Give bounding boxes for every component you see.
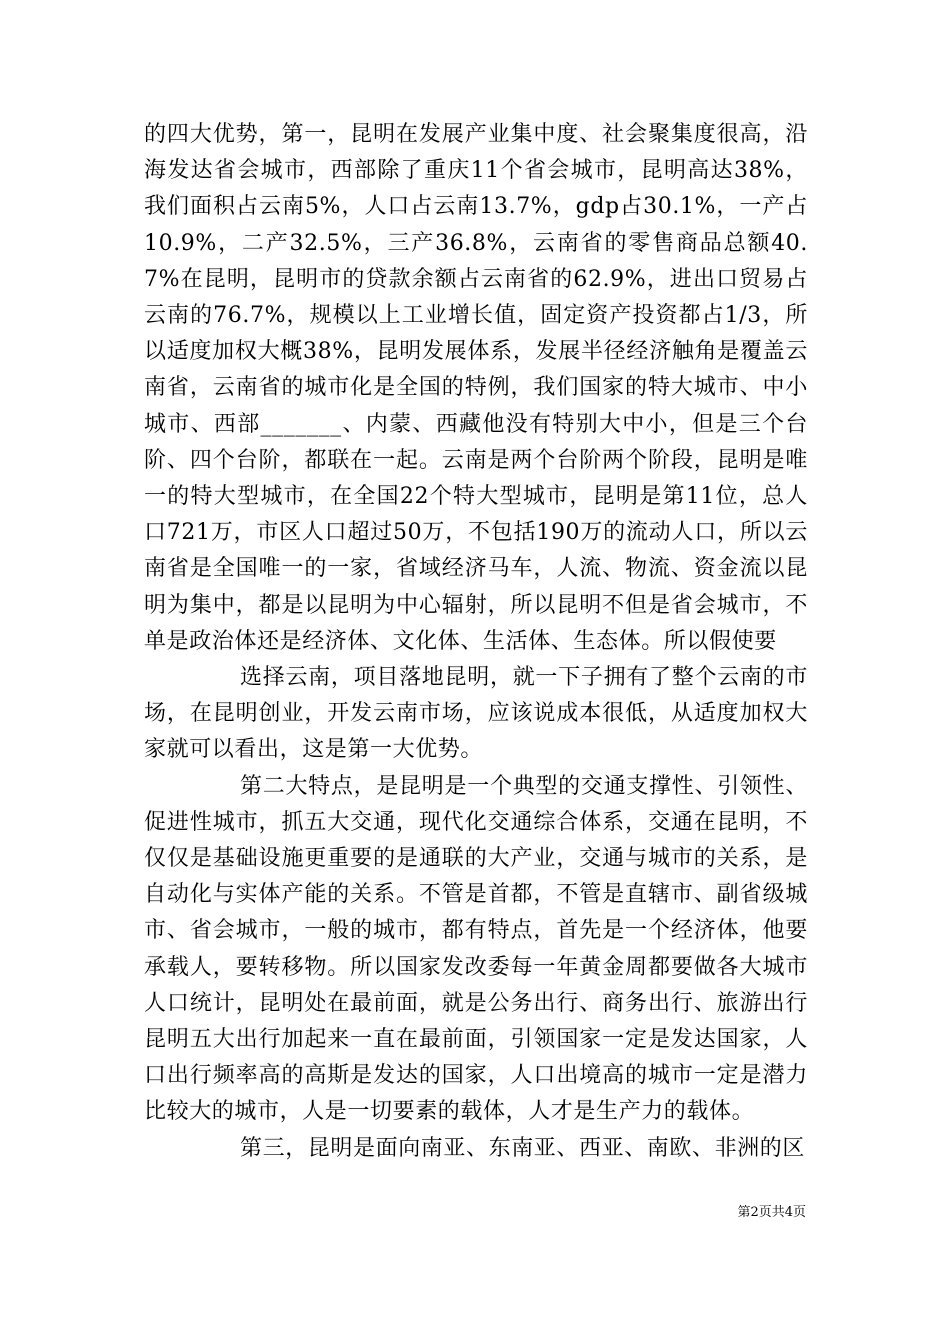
paragraph-2: 选择云南，项目落地昆明，就一下子拥有了整个云南的市场，在昆明创业，开发云南市场，应该说成本很低，从适度加权大家就可以看出，这是第一大优势。 bbox=[144, 665, 808, 763]
document-body bbox=[144, 117, 808, 1167]
page-number: 第2页共4页 bbox=[737, 1205, 806, 1220]
paragraph-1: 的四大优势，第一，昆明在发展产业集中度、社会聚集度很高，沿海发达省会城市，西部除了重庆11个省会城市，昆明高达38%，我们面积占云南5%，人口占云南13.7%，gdp占30.1%，一产占10.9%，二产32.5%，三产36.8%，云南省的零售商品总额40.7%在昆明，昆明市的贷款余额占云南省的62.9%，进出口贸易占云南的76.7%，规模以上工业增长值，固定资产投资都占1/3，所以适度加权大概38%，昆明发展体系，发展半径经济触角是覆盖云南省，云南省的城市化是全国的特例，我们国家的特大城市、中小城市、西部_______、内蒙、西藏他没有特别大中小，但是三个台阶、四个台阶，都联在一起。云南是两个台阶两个阶段，昆明是唯一的特大型城市，在全国22个特大型城市，昆明是第11位，总人口721万，市区人口超过50万，不包括190万的流动人口，所以云南省是全国唯一的一家，省域经济马车，人流、物流、资金流以昆明为集中，都是以昆明为中心辐射，所以昆明不但是省会城市，不单是政治体还是经济体、文化体、生活体、生态体。所以假使要 bbox=[144, 122, 808, 654]
paragraph-3: 第二大特点，是昆明是一个典型的交通支撑性、引领性、促进性城市，抓五大交通，现代化交通综合体系，交通在昆明，不仅仅是基础设施更重要的是通联的大产业，交通与城市的关系，是自动化与实体产能的关系。不管是首都，不管是直辖市、副省级城市、省会城市，一般的城市，都有特点，首先是一个经济体，他要承载人，要转移物。所以国家发改委每一年黄金周都要做各大城市人口统计，昆明处在最前面，就是公务出行、商务出行、旅游出行昆明五大出行加起来一直在最前面，引领国家一定是发达国家，人口出行频率高的高斯是发达的国家，人口出境高的城市一定是潜力比较大的城市，人是一切要素的载体，人才是生产力的载体。 bbox=[144, 773, 808, 1125]
paragraph-4: 第三，昆明是面向南亚、东南亚、西亚、南欧、非洲的区 bbox=[240, 1135, 806, 1161]
